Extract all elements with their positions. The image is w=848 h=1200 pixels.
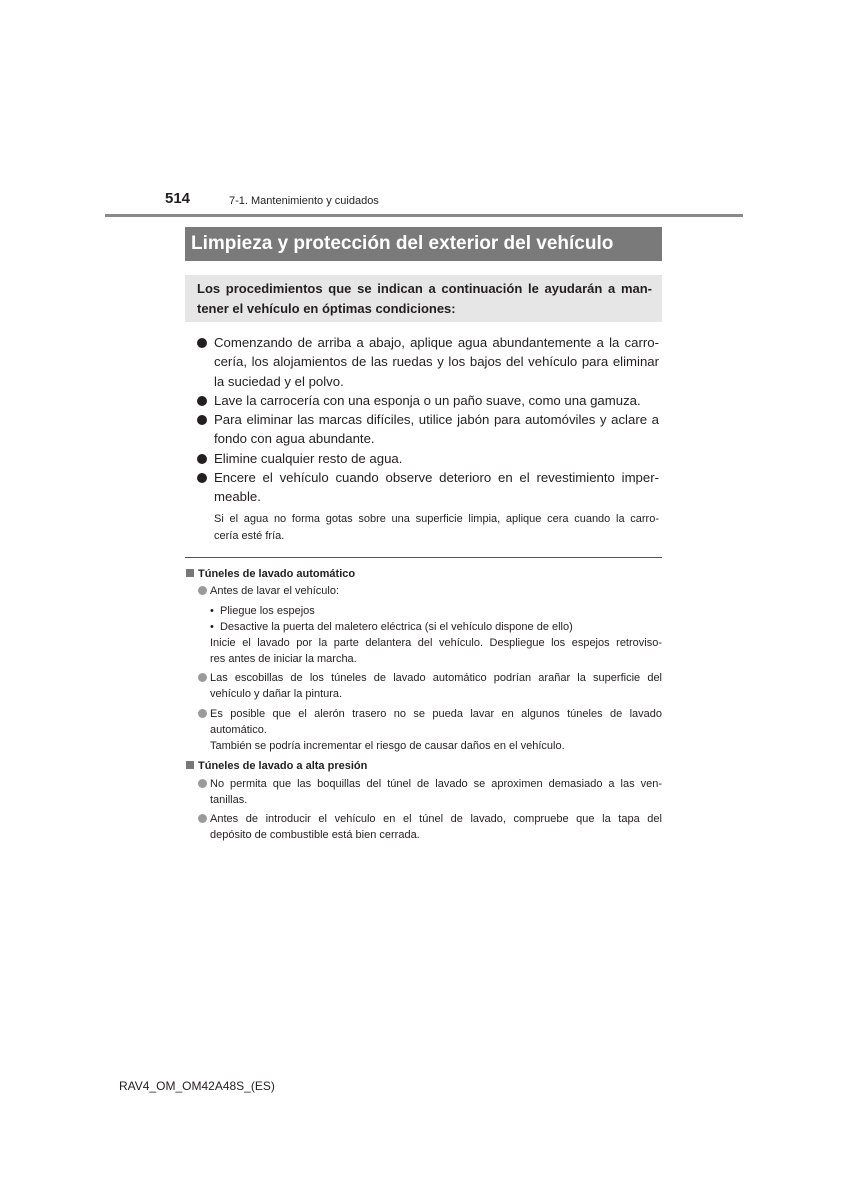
gray-bullet-icon [198, 814, 207, 823]
paragraph-line: Inicie el lavado por la parte delantera del vehículo. Despliegue los espejos retroviso- [210, 637, 662, 649]
sub-bullet [210, 619, 573, 635]
list-item-line: Para eliminar las marcas difíciles, utilice jabón para automóviles y aclare a [214, 412, 659, 428]
page-number: 514 [165, 190, 191, 207]
list-item [197, 333, 659, 391]
list-item-line: la suciedad y el polvo. [214, 373, 344, 389]
list-item [198, 706, 662, 754]
gray-bullet-icon [198, 586, 207, 595]
list-item-line: Encere el vehículo cuando observe deterioro en el revestimiento imper- [214, 470, 659, 486]
note-line: Si el agua no forma gotas sobre una superficie limpia, aplique cera cuando la carro- [214, 513, 659, 525]
subheading-high-pressure-wash [186, 758, 367, 774]
sub-bullet-text: Pliegue los espejos [219, 605, 315, 617]
list-item-line: Lave la carrocería con una esponja o un paño suave, como una gamuza. [214, 392, 641, 408]
list-item-line: fondo con agua abundante. [214, 431, 375, 447]
bullet-icon [197, 338, 207, 348]
list-item-line: Elimine cualquier resto de agua. [214, 450, 403, 466]
list-item-line: No permita que las boquillas del túnel de lavado se aproximen demasiado a las ven- [210, 778, 662, 790]
list-item-line: tanillas. [210, 794, 248, 806]
list-item-line: depósito de combustible está bien cerrada. [210, 829, 420, 841]
sub-bullet-text: Desactive la puerta del maletero eléctrica (si el vehículo dispone de ello) [219, 621, 573, 633]
bullet-icon [197, 454, 207, 464]
list-item-line: meable. [214, 489, 261, 505]
list-item-line: cería, los alojamientos de las ruedas y los bajos del vehículo para eliminar [214, 354, 659, 370]
list-item-line: Es posible que el alerón trasero no se pueda lavar en algunos túneles de lavado [210, 708, 662, 720]
bullet-icon [197, 415, 207, 425]
paragraph [210, 635, 662, 667]
intro-line: Los procedimientos que se indican a continuación le ayudarán a man- [197, 281, 652, 296]
list-item-line: Las escobillas de los túneles de lavado automático podrían arañar la superficie del [210, 672, 662, 684]
bullet-icon [197, 396, 207, 406]
list-item-line: Antes de lavar el vehículo: [210, 585, 340, 597]
dot-icon: • [210, 605, 214, 617]
list-item [198, 811, 662, 843]
footer-document-code: RAV4_OM_OM42A48S_(ES) [119, 1079, 275, 1093]
square-bullet-icon [186, 761, 194, 769]
note [214, 511, 659, 545]
section-divider [185, 557, 662, 558]
list-item [197, 468, 659, 507]
list-item [198, 583, 662, 599]
gray-bullet-icon [198, 709, 207, 718]
paragraph-line: res antes de iniciar la marcha. [210, 653, 357, 665]
list-item-line: También se podría incrementar el riesgo de causar daños en el vehículo. [210, 740, 565, 752]
bullet-icon [197, 473, 207, 483]
gray-bullet-icon [198, 673, 207, 682]
header-rule [105, 214, 743, 217]
list-item [198, 670, 662, 702]
gray-bullet-icon [198, 779, 207, 788]
sub-bullet [210, 603, 315, 619]
page-title: Limpieza y protección del exterior del vehículo [185, 227, 662, 261]
list-item-line: vehículo y dañar la pintura. [210, 688, 343, 700]
list-item-line: Antes de introducir el vehículo en el túnel de lavado, compruebe que la tapa del [210, 813, 662, 825]
dot-icon: • [210, 621, 214, 633]
list-item [197, 391, 659, 410]
subheading-automatic-wash [186, 566, 355, 582]
subheading-text: Túneles de lavado automático [198, 568, 356, 580]
list-item-line: Comenzando de arriba a abajo, aplique agua abundantemente a la carro- [214, 335, 659, 350]
list-item [198, 776, 662, 808]
square-bullet-icon [186, 569, 194, 577]
list-item-line: automático. [210, 724, 267, 736]
note-line: cería esté fría. [214, 530, 285, 542]
intro-box [185, 275, 662, 322]
subheading-text: Túneles de lavado a alta presión [198, 760, 368, 772]
intro-line: tener el vehículo en óptimas condiciones: [197, 300, 456, 316]
bullet-list [197, 333, 659, 507]
list-item [197, 410, 659, 449]
list-item [197, 449, 659, 468]
section-label: 7-1. Mantenimiento y cuidados [229, 195, 379, 207]
